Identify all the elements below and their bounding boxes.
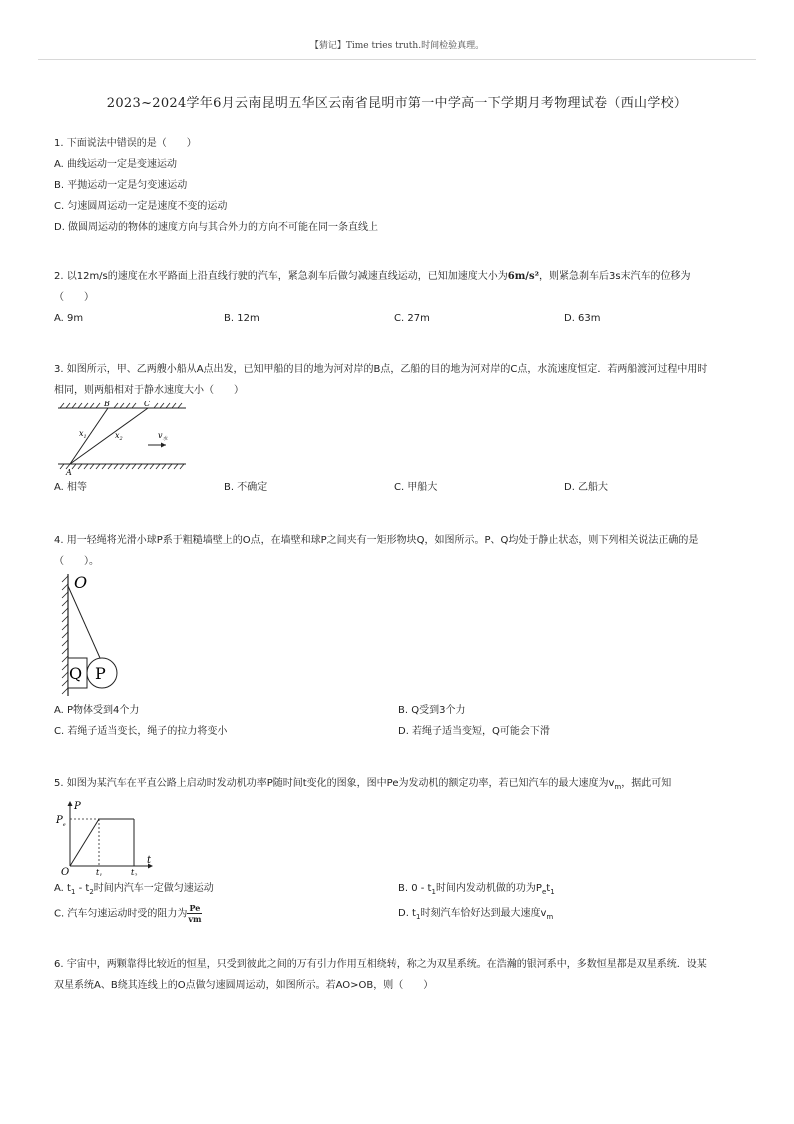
path-x1 <box>70 408 108 464</box>
point-b-label: B <box>104 401 110 408</box>
arrow-head-icon <box>161 443 166 448</box>
t-axis-label: t <box>147 855 152 866</box>
question-5-options <box>54 878 744 928</box>
question-4-option-c[interactable]: C. 若绳子适当变长，绳子的拉力将变小 <box>54 726 228 737</box>
question-6-stem-line2: 双星系统A、B绕其连线上的O点做匀速圆周运动，如图所示。若AO>OB，则（ ） <box>54 980 434 991</box>
opt-b-mid: 时间内发动机做的功为P <box>435 883 542 894</box>
question-3-option-a[interactable]: A. 相等 <box>54 482 88 493</box>
rope-line <box>68 586 100 658</box>
opt-d-text: D. t <box>398 908 416 919</box>
exam-title: 2023~2024学年6月云南昆明五华区云南省昆明市第一中学高一下学期月考物理试卷（西山学校） <box>106 96 688 111</box>
question-2-option-d[interactable]: D. 63m <box>564 313 601 324</box>
power-time-graph <box>54 798 158 876</box>
question-5-option-b[interactable] <box>398 878 742 903</box>
question-2-stem-text-end: ，则紧急刹车后3s末汽车的位移为 <box>538 271 691 282</box>
opt-b-text: B. 0 - t <box>398 883 432 894</box>
p-axis-label: P <box>74 801 81 812</box>
question-3-option-d[interactable]: D. 乙船大 <box>564 482 609 493</box>
question-2-options <box>54 308 744 329</box>
question-2 <box>54 266 744 329</box>
water-velocity-label: $v_水$ <box>158 431 168 442</box>
question-1-option-b[interactable]: B. 平抛运动一定是匀变速运动 <box>54 180 188 191</box>
opt-a-sub1: 1 <box>70 888 76 896</box>
x1-label: $x_1$ <box>79 429 87 440</box>
opt-a-post: 时间内汽车一定做匀速运动 <box>93 883 214 894</box>
question-5-stem-text-end: ，据此可知 <box>621 778 672 789</box>
question-3-stem-line2: 相同，则两船相对于静水速度大小（ ） <box>54 385 244 396</box>
point-o-label: O <box>74 573 88 592</box>
t2-label: $t_2$ <box>131 868 138 876</box>
opt-d-sub1: 1 <box>415 913 421 921</box>
question-4-stem: 4. 用一轻绳将光滑小球P系于粗糙墙壁上的O点，在墙壁和球P之间夹有一矩形物块Q，如图所示。P、Q均处于静止状态，则下列相关说法正确的是 <box>54 535 699 546</box>
origin-label: O <box>61 867 70 876</box>
opt-b-sub3: 1 <box>550 888 555 896</box>
question-4-option-a[interactable]: A. P物体受到4个力 <box>54 705 140 716</box>
opt-d-sub2: m <box>546 913 554 921</box>
question-3-option-b[interactable]: B. 不确定 <box>224 482 268 493</box>
question-3 <box>54 359 744 498</box>
p-axis-arrow-icon <box>68 801 73 806</box>
opt-a-mid: - t <box>75 883 90 894</box>
question-4 <box>54 530 744 742</box>
x2-label: $x_2$ <box>115 431 123 442</box>
ball-p-label: P <box>95 664 106 683</box>
question-5-stem-text: 5. 如图为某汽车在平直公路上启动时发动机功率P随时间t变化的图象，图中Pe为发动机的额定功率，若已知汽车的最大速度为v <box>54 778 615 789</box>
opt-b-sub2: e <box>541 888 547 896</box>
question-4-option-d[interactable]: D. 若绳子适当变短，Q可能会下滑 <box>398 726 550 737</box>
question-3-stem: 3. 如图所示，甲、乙两艘小船从A点出发，已知甲船的目的地为河对岸的B点，乙船的目的地为河对岸的C点，水流速度恒定．若两船渡河过程中用时 <box>54 364 708 375</box>
question-5-option-d[interactable] <box>398 903 742 928</box>
acceleration-value: 6m/s² <box>507 271 539 282</box>
question-3-option-c[interactable]: C. 甲船大 <box>394 482 438 493</box>
question-6-stem: 6. 宇宙中，两颗靠得比较近的恒星，只受到彼此之间的万有引力作用互相绕转，称之为双星系统。在浩瀚的银河系中，多数恒星都是双星系统．设某 <box>54 959 707 970</box>
question-2-option-a[interactable]: A. 9m <box>54 313 84 324</box>
question-5-option-a[interactable] <box>54 878 398 903</box>
question-2-option-b[interactable]: B. 12m <box>224 313 260 324</box>
opt-d-mid: 时刻汽车恰好达到最大速度v <box>420 908 547 919</box>
question-4-option-b[interactable]: B. Q受到3个力 <box>398 705 466 716</box>
question-1 <box>54 133 744 238</box>
opt-a-text: A. t <box>54 883 71 894</box>
river-crossing-figure <box>54 401 194 477</box>
question-5 <box>54 773 744 928</box>
opt-c-text: C. 汽车匀速运动时受的阻力为 <box>54 908 188 920</box>
wall-ball-figure <box>54 572 144 700</box>
fraction-denominator: vm <box>188 914 202 924</box>
t1-label: $t_1$ <box>96 868 103 876</box>
fraction-numerator: Pe <box>187 903 202 914</box>
question-1-option-a[interactable]: A. 曲线运动一定是变速运动 <box>54 159 178 170</box>
ramp-segment <box>70 819 99 866</box>
question-1-option-d[interactable]: D. 做圆周运动的物体的速度方向与其合外力的方向不可能在同一条直线上 <box>54 222 379 233</box>
question-5-stem-sub: m <box>614 783 622 791</box>
question-1-option-c[interactable]: C. 匀速圆周运动一定是速度不变的运动 <box>54 201 228 212</box>
header-divider <box>38 59 756 60</box>
question-5-stem <box>54 773 744 798</box>
opt-a-sub2: 2 <box>89 888 94 896</box>
question-3-options <box>54 477 744 498</box>
opt-b-sub1: 1 <box>431 888 436 896</box>
question-1-stem: 1. 下面说法中错误的是（ ） <box>54 138 197 149</box>
point-c-label: C <box>144 401 151 408</box>
resistance-fraction <box>187 903 202 924</box>
question-2-stem-line2: （ ） <box>54 292 94 303</box>
question-6 <box>54 954 744 996</box>
point-a-label: A <box>66 468 72 477</box>
question-4-options <box>54 700 744 742</box>
question-2-stem <box>54 266 744 287</box>
block-q-label: Q <box>69 664 83 683</box>
question-2-stem-text: 2. 以12m/s的速度在水平路面上沿直线行驶的汽车，紧急刹车后做匀减速直线运动，已知加速度大小为 <box>54 271 508 282</box>
question-5-option-c[interactable] <box>54 903 398 928</box>
opt-b-t: t <box>546 883 551 894</box>
question-2-option-c[interactable]: C. 27m <box>394 313 430 324</box>
header-motto: 【猜记】Time tries truth.时间检验真理。 <box>309 41 485 51</box>
pe-label: $P_e$ <box>56 815 66 828</box>
question-4-stem-line2: （ ）。 <box>54 556 99 567</box>
